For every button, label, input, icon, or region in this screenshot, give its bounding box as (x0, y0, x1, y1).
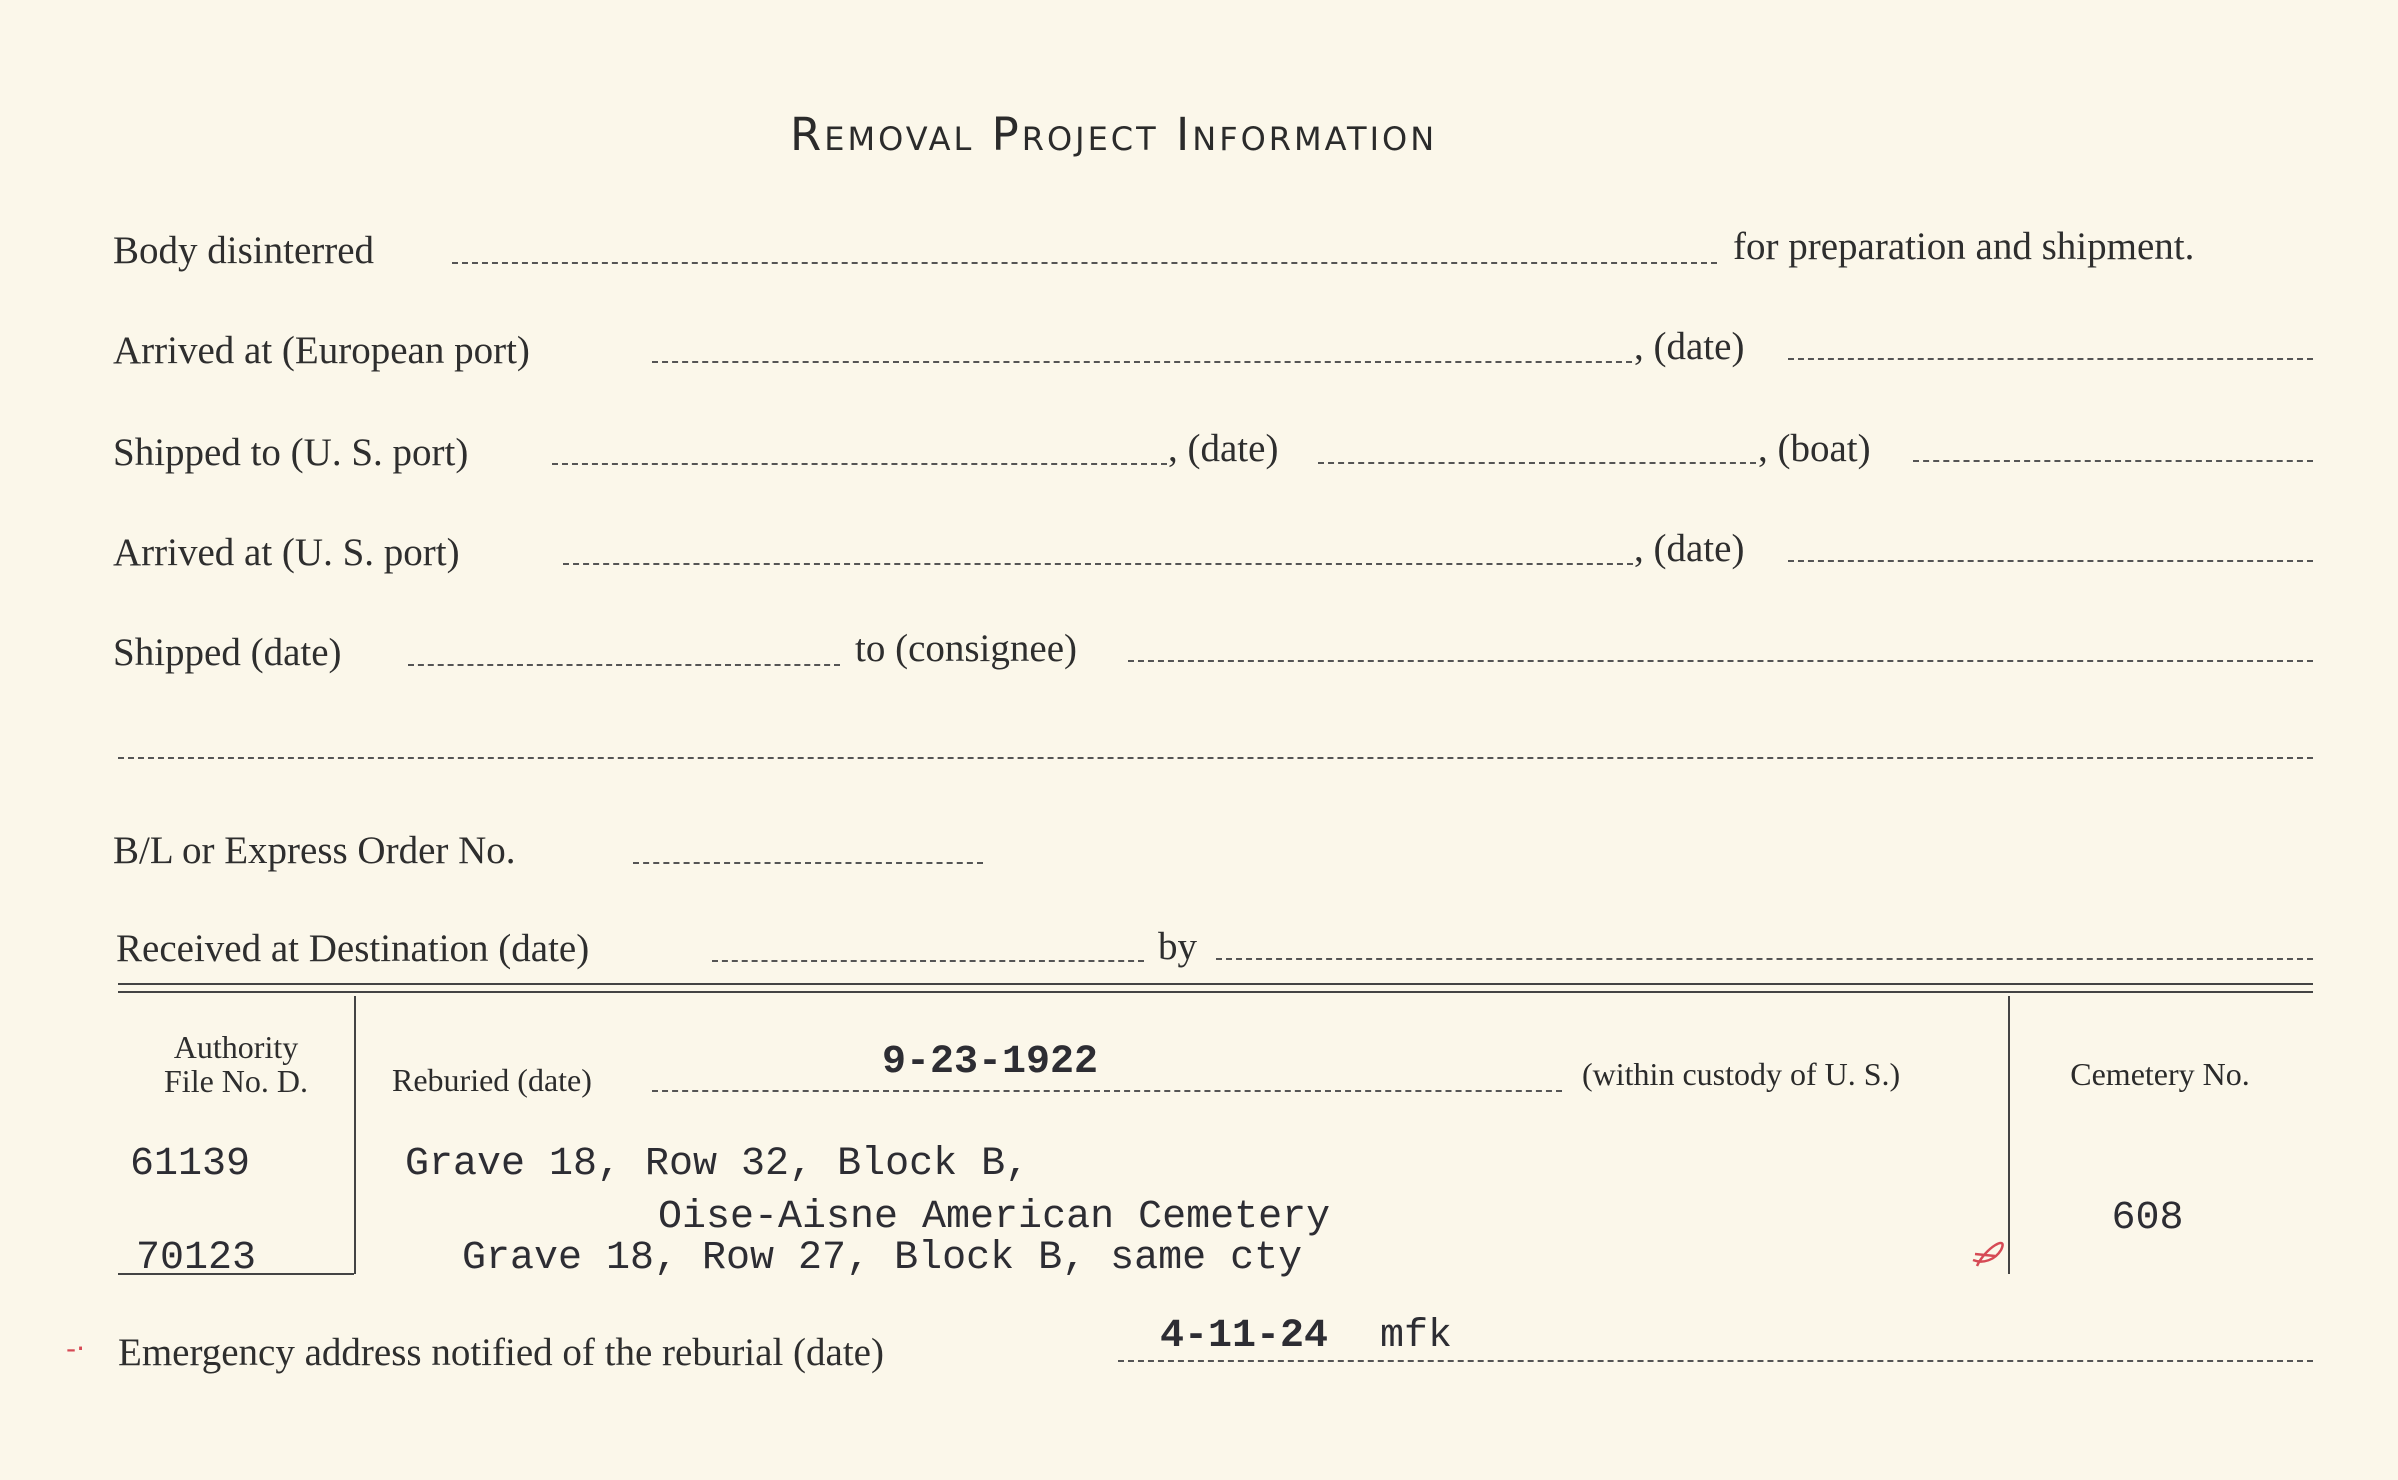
file-number-2: 70123 (136, 1236, 257, 1281)
consignee-continuation-line (118, 757, 2313, 759)
red-check-mark (1965, 1226, 2025, 1274)
reburied-label: Reburied (date) (392, 1062, 592, 1098)
body-disinterred-line (452, 262, 1717, 264)
shipped-us-port-label: Shipped to (U. S. port) (113, 431, 469, 474)
shipped-date-line (1318, 462, 1756, 464)
reburied-date: 9-23-1922 (882, 1040, 1099, 1085)
consignee-line (1128, 660, 2313, 662)
grave-line-3: Grave 18, Row 27, Block B, same cty (462, 1236, 1303, 1281)
reburied-date-line (652, 1090, 1562, 1092)
received-date-line (712, 960, 1144, 962)
emergency-date: 4-11-24 (1160, 1314, 1329, 1359)
grave-line-2: Oise-Aisne American Cemetery (658, 1195, 1331, 1240)
consignee-label: to (consignee) (855, 627, 1078, 670)
bl-order-label: B/L or Express Order No. (113, 829, 516, 872)
emergency-initials: mfk (1380, 1314, 1453, 1359)
boat-line (1913, 460, 2313, 462)
file-number-1: 61139 (130, 1142, 251, 1187)
cemetery-header: Cemetery No. (2070, 1056, 2250, 1092)
boat-label: , (boat) (1758, 427, 1871, 470)
card-title: Removal Project Information (790, 108, 1438, 161)
authority-header-line2: File No. D. (164, 1063, 308, 1099)
received-destination-label: Received at Destination (date) (116, 927, 590, 970)
bl-order-line (633, 862, 983, 864)
grave-line-1: Grave 18, Row 32, Block B, (405, 1142, 1030, 1187)
body-disinterred-label: Body disinterred (113, 229, 375, 272)
shipped-date-row-line (408, 664, 840, 666)
authority-header (118, 1030, 354, 1098)
arrived-us-date-line (1788, 560, 2313, 562)
european-port-line (652, 361, 1632, 363)
arrived-us-port-line (563, 563, 1633, 565)
custody-label: (within custody of U. S.) (1582, 1056, 1901, 1092)
shipped-date-label: , (date) (1168, 427, 1279, 470)
table-top-rule-2 (118, 991, 2313, 993)
arrived-european-label: Arrived at (European port) (113, 329, 530, 372)
received-by-line (1216, 958, 2313, 960)
emergency-label: Emergency address notified of the reburial (date) (118, 1331, 884, 1374)
preparation-shipment-text: for preparation and shipment. (1733, 225, 2195, 268)
received-by-label: by (1158, 925, 1197, 968)
red-margin-mark: -· (66, 1332, 86, 1365)
authority-header-line1: Authority (173, 1029, 299, 1065)
arrived-us-date-label: , (date) (1634, 527, 1745, 570)
table-divider-left (354, 996, 356, 1274)
emergency-date-line (1118, 1360, 2313, 1362)
european-date-line (1788, 358, 2313, 360)
cemetery-number: 608 (2111, 1196, 2184, 1241)
table-top-rule-1 (118, 983, 2313, 985)
european-date-label: , (date) (1634, 325, 1745, 368)
arrived-us-port-label: Arrived at (U. S. port) (113, 531, 460, 574)
shipped-date-row-label: Shipped (date) (113, 631, 342, 674)
us-port-line (552, 463, 1167, 465)
